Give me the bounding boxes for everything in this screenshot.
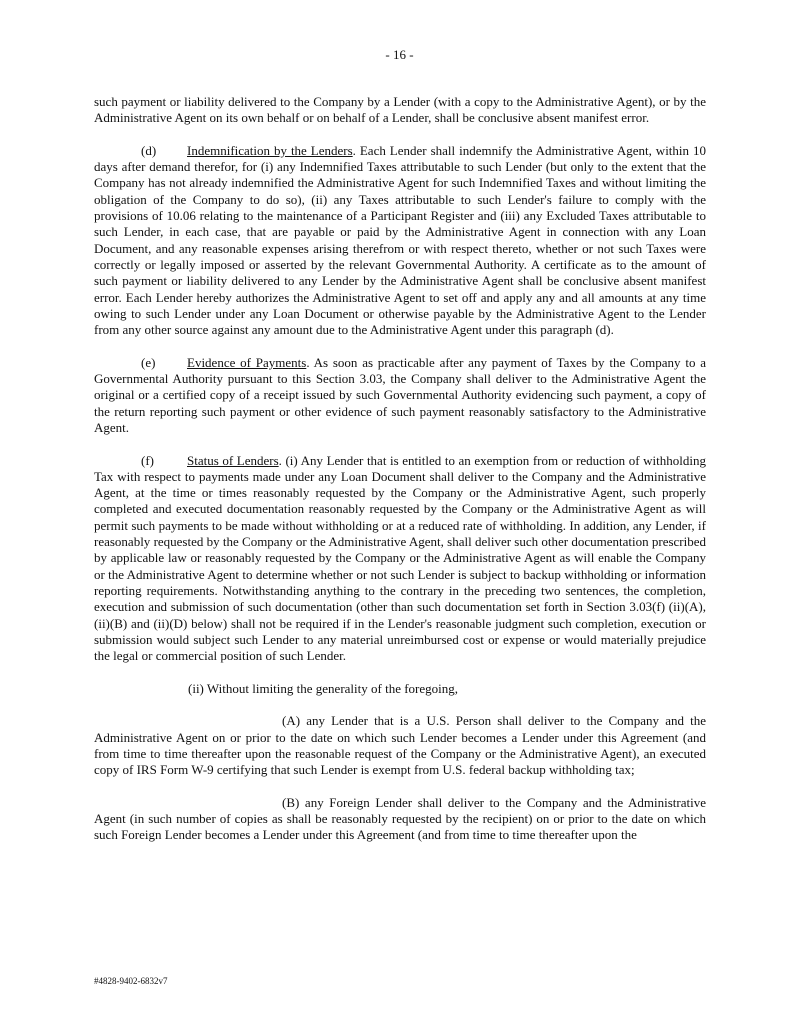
- paragraph-f-ii-text: (ii) Without limiting the generality of the foregoing,: [188, 680, 459, 696]
- paragraph-f-ii-a: [94, 713, 706, 778]
- paragraph-f-heading: Status of Lenders: [187, 452, 279, 468]
- paragraph-f-ii-a-text: (A) any Lender that is a U.S. Person shall deliver to the Company and the Administrative Agent on or prior to the date on which such Lender becomes a Lender under this Agreement (and from time to time thereafter upon the reasonable request of the Company or the Administrative Agent), an executed copy of IRS Form W-9 certifying that such Lender is exempt from U.S. federal backup withholding tax;: [94, 713, 706, 778]
- paragraph-e-heading: Evidence of Payments: [187, 354, 307, 370]
- paragraph-f-label: (f): [141, 452, 154, 468]
- page-body: [94, 94, 706, 860]
- paragraph-d-label: (d): [141, 142, 157, 158]
- paragraph-d-text: . Each Lender shall indemnify the Administrative Agent, within 10 days after demand therefor, for (i) any Indemnified Taxes attributable to such Lender (but only to the extent that the Company has not already indemnified the Administrative Agent for such Indemnified Taxes and without limiting the obligation of the Company to do so), (ii) any Taxes attributable to such Lender's failure to comply with the provisions of 10.06 relating to the maintenance of a Participant Register and (iii) any Excluded Taxes attributable to such Lender, in each case, that are payable or paid by the Administrative Agent in connection with any Loan Document, and any reasonable expenses arising therefrom or with respect thereto, whether or not such Taxes were correctly or legally imposed or asserted by the relevant Governmental Authority. A certificate as to the amount of such payment or liability delivered to any Lender by the Administrative Agent shall be conclusive absent manifest error. Each Lender hereby authorizes the Administrative Agent to set off and apply any and all amounts at any time owing to such Lender under any Loan Document or otherwise payable by the Administrative Agent to the Lender from any other source against any amount due to the Administrative Agent under this paragraph (d).: [94, 142, 706, 338]
- paragraph-e-text: . As soon as practicable after any payment of Taxes by the Company to a Governmental Authority pursuant to this Section 3.03, the Company shall deliver to the Administrative Agent the original or a certified copy of a receipt issued by such Governmental Authority evidencing such payment, a copy of the return reporting such payment or other evidence of such payment reasonably satisfactory to the Administrative Agent.: [94, 354, 706, 435]
- paragraph-text: such payment or liability delivered to the Company by a Lender (with a copy to the Administrative Agent), or by the Administrative Agent on its own behalf or on behalf of a Lender, shall be conclusive absent manifest error.: [94, 94, 706, 126]
- paragraph-d: [94, 143, 706, 339]
- paragraph-f-ii: [94, 681, 706, 697]
- paragraph-f-text: . (i) Any Lender that is entitled to an exemption from or reduction of withholding Tax with respect to payments made under any Loan Document shall deliver to the Company and the Administrative Agent, at the time or times reasonably requested by the Company or the Administrative Agent, such properly completed and executed documentation reasonably requested by the Company or the Administrative Agent as will permit such payments to be made without withholding or at a reduced rate of withholding. In addition, any Lender, if reasonably requested by the Company or the Administrative Agent, shall deliver such other documentation prescribed by applicable law or reasonably requested by the Company or the Administrative Agent as will enable the Company or the Administrative Agent to determine whether or not such Lender is subject to backup withholding or information reporting requirements. Notwithstanding anything to the contrary in the preceding two sentences, the completion, execution and submission of such documentation (other than such documentation set forth in Section 3.03(f) (ii)(A), (ii)(B) and (ii)(D) below) shall not be required if in the Lender's reasonable judgment such completion, execution or submission would subject such Lender to any material unreimbursed cost or expense or would materially prejudice the legal or commercial position of such Lender.: [94, 452, 706, 664]
- paragraph-f: [94, 453, 706, 665]
- paragraph-continuation: [94, 94, 706, 127]
- paragraph-f-ii-b-text: (B) any Foreign Lender shall deliver to the Company and the Administrative Agent (in such number of copies as shall be reasonably requested by the recipient) on or prior to the date on which such Foreign Lender becomes a Lender under this Agreement (and from time to time thereafter upon the: [94, 794, 706, 843]
- page-number: - 16 -: [385, 47, 414, 62]
- document-footer-id: #4828-9402-6832v7: [94, 976, 168, 986]
- paragraph-d-heading: Indemnification by the Lenders: [187, 142, 353, 158]
- paragraph-e-label: (e): [141, 354, 156, 370]
- paragraph-e: [94, 355, 706, 436]
- paragraph-f-ii-b: [94, 795, 706, 844]
